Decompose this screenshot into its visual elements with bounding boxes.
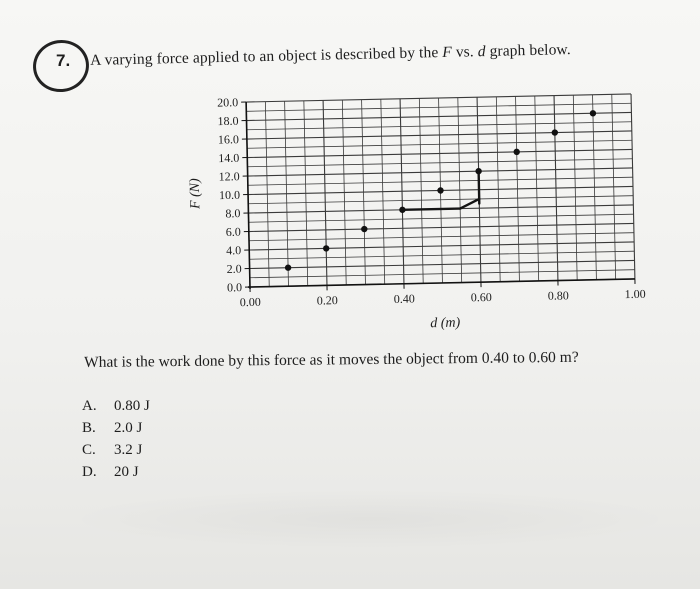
data-point: [361, 226, 368, 233]
data-point: [399, 207, 406, 214]
data-point: [552, 129, 559, 136]
y-tick-label: 4.0: [226, 243, 242, 258]
paper-shadow: [60, 489, 680, 549]
data-point: [475, 168, 482, 175]
data-point: [323, 245, 330, 252]
x-tick-label: 0.00: [239, 294, 261, 310]
data-point: [590, 110, 597, 117]
handwritten-mark: [479, 171, 480, 203]
y-tick-label: 12.0: [218, 169, 240, 184]
data-point: [285, 264, 292, 271]
y-tick-label: 20.0: [216, 95, 239, 110]
handwritten-mark: [460, 199, 479, 209]
x-tick-label: 0.80: [547, 288, 569, 303]
work-question: What is the work done by this force as it moves the object from 0.40 to 0.60 m?: [84, 348, 579, 371]
y-tick-label: 10.0: [218, 187, 241, 203]
x-tick-label: 1.00: [624, 286, 646, 302]
choice-a[interactable]: [82, 398, 150, 420]
x-tick-label: 0.40: [393, 291, 415, 306]
choice-letter: A.: [82, 398, 97, 414]
choice-letter: C.: [82, 442, 96, 458]
choice-c[interactable]: [82, 442, 150, 464]
y-tick-label: 6.0: [225, 224, 241, 239]
y-axis-label: F (N): [187, 178, 204, 210]
choice-d[interactable]: [82, 464, 150, 486]
choice-letter: B.: [82, 420, 96, 436]
choice-text: 20 J: [114, 464, 139, 480]
prompt-text-1: A varying force applied to an object is described by the: [90, 44, 443, 69]
question-number: 7.: [56, 51, 71, 70]
choice-letter: D.: [82, 464, 97, 480]
prompt-text-2: vs.: [451, 43, 478, 61]
handwritten-mark: [402, 209, 460, 210]
answer-choices: [82, 398, 150, 486]
chart-plot-group: [186, 87, 646, 336]
data-point: [437, 187, 444, 194]
choice-text: 3.2 J: [114, 442, 143, 458]
x-axis-line: [248, 279, 635, 287]
prompt-variable-f: F: [442, 43, 453, 62]
y-tick-label: 2.0: [226, 261, 242, 276]
choice-text: 2.0 J: [114, 420, 143, 436]
data-point: [513, 149, 520, 156]
prompt-variable-d: d: [477, 43, 486, 61]
x-axis-label: d (m): [430, 315, 461, 332]
y-tick-label: 14.0: [218, 150, 240, 166]
y-tick-label: 8.0: [225, 206, 241, 221]
y-tick-label: 0.0: [226, 280, 243, 295]
x-tick-label: 0.20: [316, 293, 338, 308]
choice-text: 0.80 J: [114, 398, 150, 414]
x-tick-label: 0.60: [470, 289, 492, 305]
y-tick-label: 18.0: [217, 113, 239, 129]
y-tick-label: 16.0: [217, 132, 240, 147]
choice-b[interactable]: [82, 420, 150, 442]
prompt-text-3: graph below.: [485, 41, 571, 61]
